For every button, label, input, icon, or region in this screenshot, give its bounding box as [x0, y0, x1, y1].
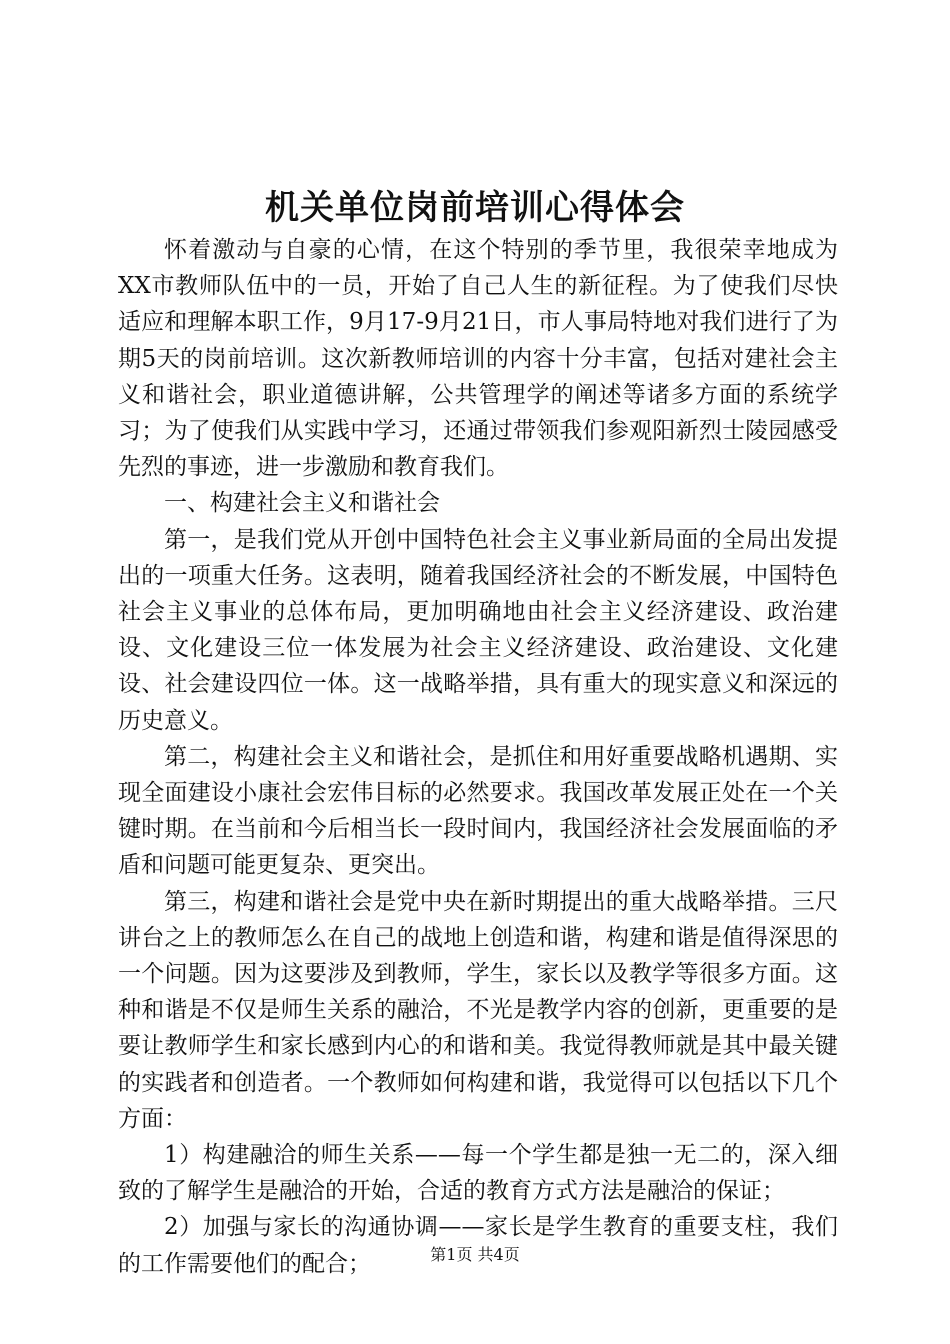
document-title: 机关单位岗前培训心得体会	[265, 188, 685, 228]
list-item-parent-communication: 2）加强与家长的沟通协调——家长是学生教育的重要支柱，我们的工作需要他们的配合；	[118, 1214, 838, 1277]
paragraph-third-point: 第三，构建和谐社会是党中央在新时期提出的重大战略举措。三尺讲台之上的教师怎么在自己的战地上创造和谐，构建和谐是值得深思的一个问题。因为这要涉及到教师，学生，家长以及教学等很多方面。这种和谐是不仅是师生关系的融洽，不光是教学内容的创新，更重要的是要让教师学生和家长感到内心的和谐和美。我觉得教师就是其中最关键的实践者和创造者。一个教师如何构建和谐，我觉得可以包括以下几个方面：	[118, 888, 838, 1132]
list-item-teacher-student: 1）构建融洽的师生关系——每一个学生都是独一无二的，深入细致的了解学生是融洽的开始，合适的教育方式方法是融洽的保证；	[118, 1142, 838, 1205]
paragraph-second-point: 第二，构建社会主义和谐社会，是抓住和用好重要战略机遇期、实现全面建设小康社会宏伟目标的必然要求。我国改革发展正处在一个关键时期。在当前和今后相当长一段时间内，我国经济社会发展面临的矛盾和问题可能更复杂、更突出。	[118, 743, 838, 879]
section-heading: 一、构建社会主义和谐社会	[164, 490, 440, 517]
paragraph-intro: 怀着激动与自豪的心情，在这个特别的季节里，我很荣幸地成为XX市教师队伍中的一员，开始了自己人生的新征程。为了使我们尽快适应和理解本职工作，9月17-9月21日，市人事局特地对我们进行了为期5天的岗前培训。这次新教师培训的内容十分丰富，包括对建社会主义和谐社会，职业道德讲解，公共管理学的阐述等诸多方面的系统学习；为了使我们从实践中学习，还通过带领我们参观阳新烈士陵园感受先烈的事迹，进一步激励和教育我们。	[118, 237, 838, 481]
document-body	[118, 232, 838, 1282]
page-number: 第1页 共4页	[430, 1245, 520, 1264]
paragraph-first-point: 第一，是我们党从开创中国特色社会主义事业新局面的全局出发提出的一项重大任务。这表明，随着我国经济社会的不断发展，中国特色社会主义事业的总体布局，更加明确地由社会主义经济建设、政治建设、文化建设三位一体发展为社会主义经济建设、政治建设、文化建设、社会建设四位一体。这一战略举措，具有重大的现实意义和深远的历史意义。	[118, 526, 838, 734]
